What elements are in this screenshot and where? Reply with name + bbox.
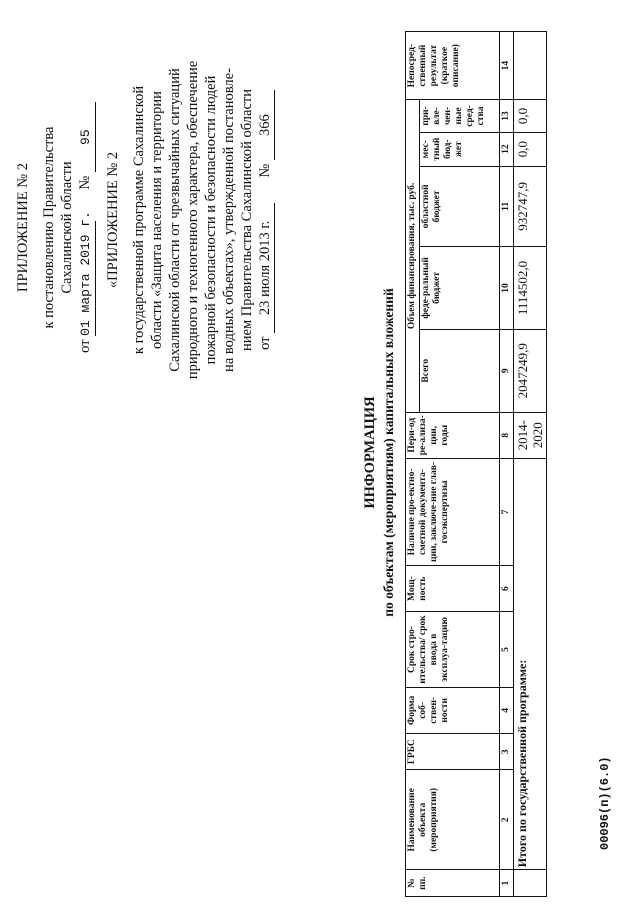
total-all: 2047249,9 — [514, 329, 547, 412]
col-number: 11 — [500, 166, 514, 246]
capital-investments-table — [405, 31, 547, 897]
col-header-financing: Объем финансирования, тыс. руб. — [406, 100, 420, 412]
col-header-result: Непосред-ственный результат (краткое описание) — [406, 32, 500, 100]
col-number: 10 — [500, 247, 514, 330]
column-number-row — [500, 32, 514, 897]
total-period: 2014-2020 — [514, 412, 547, 458]
col-header-ownership: Форма соб-ствен-ности — [406, 687, 500, 733]
col-header-name: Наименование объекта (мероприятия) — [406, 770, 500, 870]
col-number: 6 — [500, 566, 514, 612]
appendix-date-line — [76, 55, 96, 400]
program-line-5: пожарной безопасности и безопасности людей — [203, 75, 219, 365]
program-from-label: от — [257, 336, 273, 350]
col-number: 14 — [500, 32, 514, 100]
col-header-documentation: Наличие про-ектно-сметной документа-ции, заключе-ние глав-госэкспертизы — [406, 458, 500, 565]
col-header-grbs: ГРБС — [406, 733, 500, 769]
appendix-line-2: Сахалинской области — [59, 161, 75, 294]
col-header-term: Срок стро-ительства/ срок ввода в эксплуа-тацию — [406, 612, 500, 687]
total-federal: 1114502,0 — [514, 247, 547, 330]
appendix-from-label: от — [77, 339, 93, 353]
program-no-label: № — [257, 163, 273, 178]
program-line-3: Сахалинской области от чрезвычайных ситуаций — [167, 68, 183, 372]
program-line-2: области «Защита населения и территории — [149, 91, 165, 349]
program-line-6: на водных объектах», утвержденной постановле- — [221, 68, 237, 372]
total-label: Итого по государственной программе: — [514, 458, 547, 869]
col-number: 3 — [500, 733, 514, 769]
col-header-total: Всего — [420, 329, 500, 412]
col-header-period: Пери-од ре-ализа-ции, годы — [406, 412, 500, 458]
appendix-number: 95 — [77, 102, 96, 172]
appendix-title: ПРИЛОЖЕНИЕ № 2 — [15, 163, 31, 292]
total-attracted: 0,0 — [514, 100, 547, 132]
col-header-local: мес-тный бюд-жет — [420, 132, 500, 166]
info-subtitle: по объектам (мероприятиям) капитальных вложений — [381, 288, 396, 617]
info-title: ИНФОРМАЦИЯ — [362, 396, 378, 509]
col-header-capacity: Мощ-ность — [406, 566, 500, 612]
col-number: 2 — [500, 770, 514, 870]
col-number: 1 — [500, 870, 514, 897]
program-date: 23 июля 2013 г. — [256, 203, 275, 333]
program-date-line — [256, 50, 275, 390]
col-number: 7 — [500, 458, 514, 565]
program-title: «ПРИЛОЖЕНИЕ № 2 — [105, 151, 121, 289]
col-number: 8 — [500, 412, 514, 458]
program-block — [104, 50, 275, 390]
program-line-1: к государственной программе Сахалинской — [131, 85, 147, 355]
total-local: 0,0 — [514, 132, 547, 166]
col-header-attracted: при-вле-чен-ные сред-ства — [420, 100, 500, 132]
appendix-date: 01 марта 2019 г. — [77, 221, 96, 336]
program-number: 366 — [256, 90, 275, 160]
col-number: 12 — [500, 132, 514, 166]
col-number: 13 — [500, 100, 514, 132]
col-number: 4 — [500, 687, 514, 733]
col-header-regional: областной бюджет — [420, 166, 500, 246]
total-row — [514, 32, 547, 897]
appendix-line-1: к постановлению Правительства — [41, 126, 57, 329]
col-header-federal: феде-ральный бюджет — [420, 247, 500, 330]
program-line-7: нием Правительства Сахалинской области — [239, 89, 255, 351]
appendix-block — [14, 55, 96, 400]
header-row-1 — [406, 32, 420, 897]
col-header-no: № пп. — [406, 870, 500, 897]
appendix-no-label: № — [77, 175, 93, 190]
program-line-4: природного и техногенного характера, обеспечение — [185, 60, 201, 380]
footer-code: 00096(п)(6.0) — [598, 756, 612, 850]
col-number: 5 — [500, 612, 514, 687]
col-number: 9 — [500, 329, 514, 412]
total-regional: 932747,9 — [514, 166, 547, 246]
